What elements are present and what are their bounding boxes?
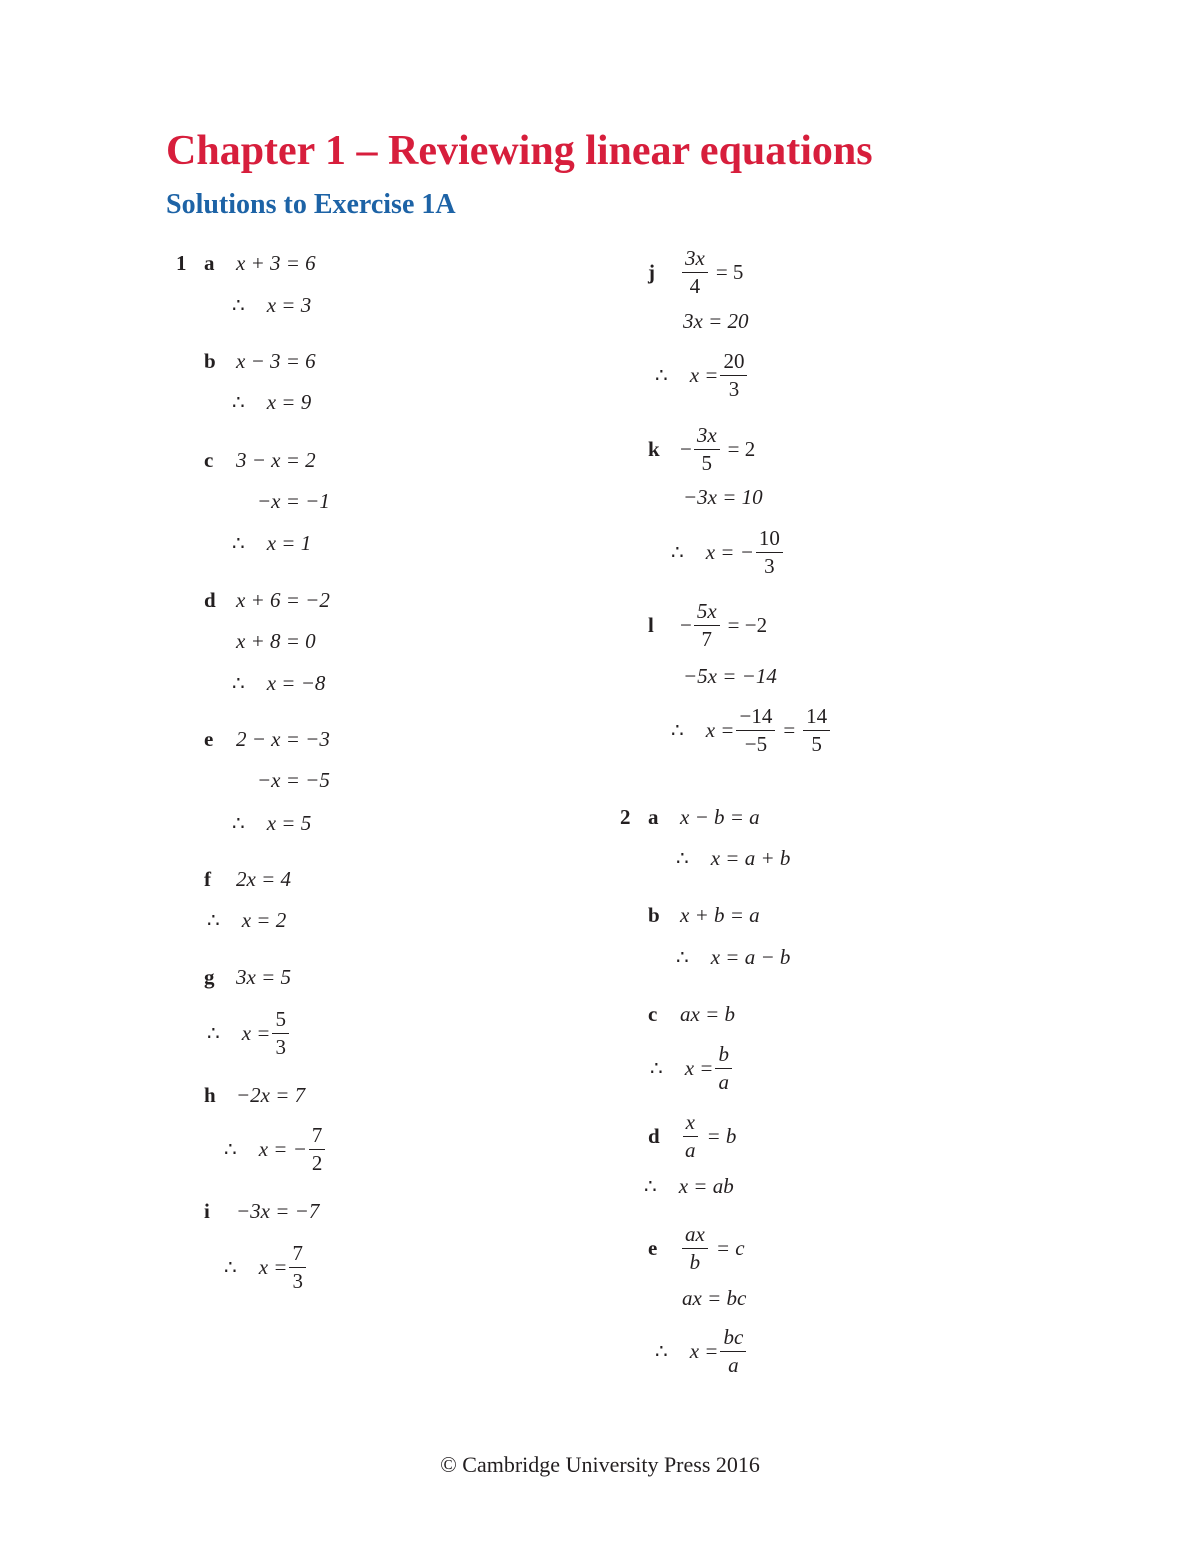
equation: x = 9	[266, 389, 312, 414]
equation: −3x = 10	[683, 484, 763, 509]
part-label: b	[648, 902, 660, 927]
part-label: e	[648, 1235, 658, 1260]
q1e-line1	[204, 722, 330, 756]
therefore-symbol: ∴	[676, 946, 689, 969]
therefore-symbol: ∴	[232, 812, 245, 835]
equation-lhs: x = −	[258, 1136, 307, 1161]
part-label: k	[648, 436, 660, 461]
equation-lhs: x =	[258, 1254, 288, 1279]
q1d-line2	[236, 624, 316, 658]
q1i-line2	[224, 1234, 308, 1300]
q1j-line3	[655, 342, 749, 408]
fraction	[715, 1042, 732, 1093]
equation-lhs: x =	[705, 717, 735, 742]
part-label: e	[204, 726, 214, 751]
part-label: d	[204, 587, 216, 612]
equation-rhs: = 5	[715, 259, 744, 284]
equals-sign: =	[783, 717, 796, 742]
question-number: 1	[176, 250, 187, 275]
equation: −x = −5	[257, 767, 330, 792]
therefore-symbol: ∴	[676, 847, 689, 870]
equation-rhs: = c	[715, 1235, 745, 1260]
denominator: b	[689, 1249, 701, 1274]
equation: x = a − b	[710, 944, 791, 969]
numerator: 14	[803, 704, 830, 730]
q1j-line2	[683, 304, 749, 338]
q2b-line1	[648, 898, 760, 932]
denominator: 4	[689, 273, 701, 298]
equation: 2x = 4	[236, 866, 291, 891]
therefore-symbol: ∴	[207, 909, 220, 932]
equation: x + 3 = 6	[236, 250, 316, 275]
denominator: 7	[701, 626, 712, 651]
equation: x = 3	[266, 292, 312, 317]
q2e-line3	[655, 1318, 748, 1384]
equation: −5x = −14	[683, 663, 777, 688]
numerator: 10	[756, 526, 783, 552]
q1l-line2	[683, 659, 777, 693]
numerator: ax	[682, 1222, 708, 1248]
equation: −3x = −7	[236, 1198, 320, 1223]
q1b-line1	[204, 344, 316, 378]
fraction	[736, 704, 775, 755]
equation-lhs: x =	[689, 362, 719, 387]
fraction	[720, 349, 747, 400]
numerator: 5x	[694, 599, 720, 625]
q1g-line2	[207, 1000, 291, 1066]
therefore-symbol: ∴	[650, 1057, 663, 1080]
equation-rhs: = b	[706, 1123, 737, 1148]
equation-lhs: x =	[689, 1338, 719, 1363]
part-label: h	[204, 1082, 216, 1107]
q1c-line3	[232, 526, 311, 560]
q2c-line2	[650, 1035, 734, 1101]
equation: x = 1	[266, 530, 312, 555]
minus-sign: −	[680, 612, 692, 637]
denominator: 5	[701, 450, 712, 475]
q1h-line1	[204, 1078, 305, 1112]
q1a-line2	[232, 288, 311, 322]
q2a-line2	[676, 841, 790, 875]
therefore-symbol: ∴	[224, 1138, 237, 1161]
therefore-symbol: ∴	[671, 719, 684, 742]
therefore-symbol: ∴	[232, 532, 245, 555]
q1c-line1	[204, 443, 316, 477]
fraction	[694, 423, 720, 474]
equation: 3 − x = 2	[236, 447, 316, 472]
therefore-symbol: ∴	[232, 391, 245, 414]
q1e-line3	[232, 806, 311, 840]
q1c-line2	[257, 484, 330, 518]
part-label: i	[204, 1198, 210, 1223]
part-label: a	[204, 250, 215, 275]
equation: 3x = 5	[236, 964, 291, 989]
therefore-symbol: ∴	[232, 672, 245, 695]
equation: ax = b	[680, 1001, 735, 1026]
equation: x = a + b	[710, 845, 791, 870]
exercise-subtitle: Solutions to Exercise 1A	[166, 189, 456, 220]
fraction	[272, 1007, 289, 1058]
q2c-line1	[648, 997, 735, 1031]
minus-sign: −	[680, 436, 692, 461]
equation: x + 8 = 0	[236, 628, 316, 653]
denominator: a	[728, 1352, 739, 1377]
q1f-line1	[204, 862, 291, 896]
copyright-footer: © Cambridge University Press 2016	[440, 1452, 760, 1477]
q1e-line2	[257, 763, 330, 797]
q1b-line2	[232, 385, 311, 419]
q1d-line1	[204, 583, 330, 617]
equation: x + b = a	[680, 902, 760, 927]
equation: x − b = a	[680, 804, 760, 829]
fraction	[289, 1241, 306, 1292]
chapter-title: Chapter 1 – Reviewing linear equations	[166, 128, 873, 174]
fraction	[682, 1222, 708, 1273]
denominator: 3	[275, 1034, 286, 1059]
denominator: 3	[728, 376, 740, 401]
q1h-line2	[224, 1116, 327, 1182]
q2e-line2	[682, 1281, 746, 1315]
equation: 2 − x = −3	[236, 726, 330, 751]
equation: x = ab	[678, 1173, 734, 1198]
equation-rhs: = 2	[727, 436, 756, 461]
therefore-symbol: ∴	[207, 1022, 220, 1045]
q1i-line1	[204, 1194, 319, 1228]
fraction	[682, 1110, 699, 1161]
numerator: bc	[720, 1325, 746, 1351]
q1f-line2	[207, 903, 286, 937]
q1l-line3	[671, 697, 832, 763]
therefore-symbol: ∴	[224, 1256, 237, 1279]
denominator: 3	[292, 1268, 303, 1293]
q2d-line2	[644, 1169, 734, 1203]
denominator: a	[718, 1069, 729, 1094]
numerator: −14	[736, 704, 775, 730]
denominator: 5	[811, 731, 822, 756]
therefore-symbol: ∴	[644, 1175, 657, 1198]
denominator: −5	[744, 731, 768, 756]
equation-lhs: x =	[684, 1055, 714, 1080]
equation: x = −8	[266, 670, 326, 695]
equation: x − 3 = 6	[236, 348, 316, 373]
fraction	[756, 526, 783, 577]
fraction	[694, 599, 720, 650]
fraction	[803, 704, 830, 755]
numerator: b	[715, 1042, 732, 1068]
part-label: b	[204, 348, 216, 373]
equation: x + 6 = −2	[236, 587, 330, 612]
denominator: 2	[311, 1150, 323, 1175]
therefore-symbol: ∴	[232, 294, 245, 317]
q2a-line1	[620, 800, 760, 834]
q1j-line1	[648, 239, 749, 305]
part-label: j	[648, 259, 655, 284]
denominator: a	[685, 1137, 696, 1162]
part-label: c	[648, 1001, 658, 1026]
q1k-line1	[648, 416, 761, 482]
numerator: 5	[272, 1007, 289, 1033]
equation: −2x = 7	[236, 1082, 306, 1107]
q1k-line3	[671, 519, 785, 585]
q1a-line1	[176, 246, 316, 280]
therefore-symbol: ∴	[655, 364, 668, 387]
numerator: 7	[289, 1241, 306, 1267]
part-label: l	[648, 612, 654, 637]
part-label: a	[648, 804, 659, 829]
q1g-line1	[204, 960, 291, 994]
part-label: f	[204, 866, 211, 891]
numerator: 3x	[682, 246, 708, 272]
equation: x = 2	[241, 907, 287, 932]
equation-lhs: x =	[241, 1020, 271, 1045]
q2d-line1	[648, 1103, 742, 1169]
part-label: d	[648, 1123, 660, 1148]
fraction	[309, 1123, 326, 1174]
q1d-line3	[232, 666, 325, 700]
equation-rhs: = −2	[727, 612, 768, 637]
q1k-line2	[683, 480, 763, 514]
therefore-symbol: ∴	[671, 541, 684, 564]
numerator: x	[683, 1110, 698, 1136]
equation: 3x = 20	[683, 308, 749, 333]
fraction	[720, 1325, 746, 1376]
numerator: 3x	[694, 423, 720, 449]
numerator: 20	[720, 349, 747, 375]
part-label: g	[204, 964, 215, 989]
fraction	[682, 246, 708, 297]
q2e-line1	[648, 1215, 751, 1281]
denominator: 3	[764, 553, 775, 578]
q1l-line1	[648, 592, 773, 658]
equation-lhs: x = −	[705, 539, 754, 564]
q2b-line2	[676, 940, 790, 974]
part-label: c	[204, 447, 214, 472]
therefore-symbol: ∴	[655, 1340, 668, 1363]
equation: −x = −1	[257, 488, 330, 513]
numerator: 7	[309, 1123, 326, 1149]
equation: ax = bc	[682, 1285, 747, 1310]
question-number: 2	[620, 804, 631, 829]
equation: x = 5	[266, 810, 312, 835]
